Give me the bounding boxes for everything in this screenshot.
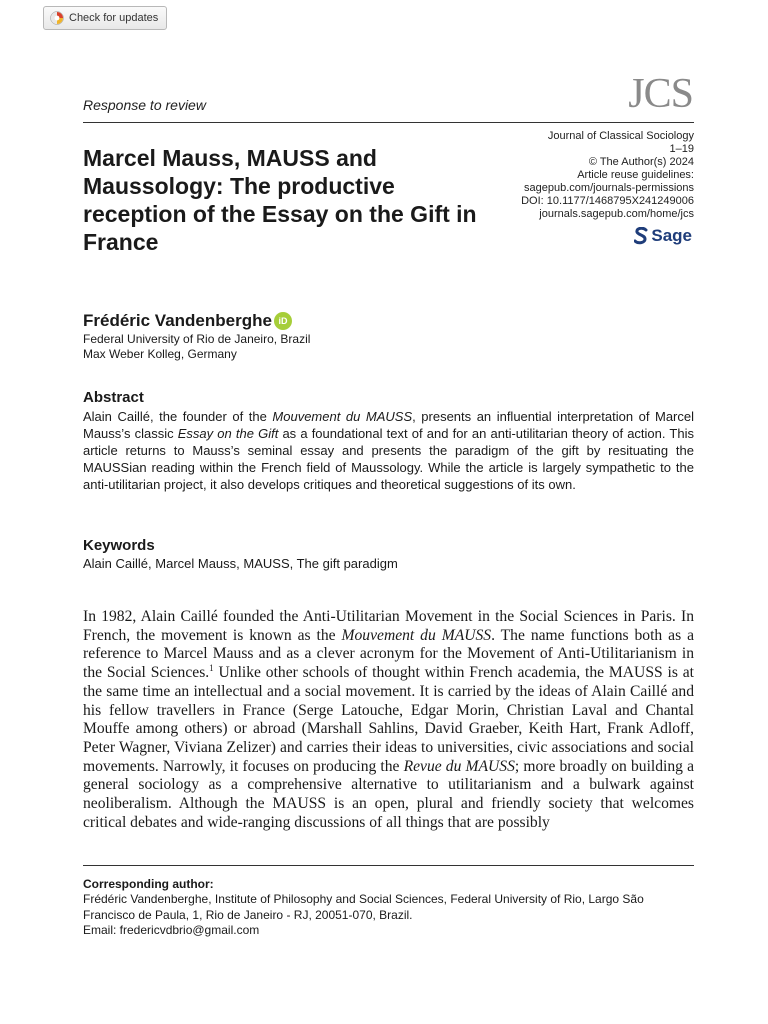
affiliations (83, 332, 310, 362)
article-type: Response to review (83, 97, 206, 113)
corresponding-heading: Corresponding author: (83, 877, 214, 891)
publisher-name: Sage (651, 226, 692, 245)
author-name: Frédéric Vandenberghe (83, 311, 272, 330)
orcid-icon[interactable]: iD (274, 312, 292, 330)
doi[interactable]: DOI: 10.1177/1468795X241249006 (521, 195, 694, 207)
article-metadata (521, 130, 694, 221)
keywords-heading: Keywords (83, 537, 155, 554)
affiliation: Federal University of Rio de Janeiro, Brazil (83, 332, 311, 346)
page-range: 1–19 (669, 143, 694, 155)
corresponding-details (83, 892, 694, 939)
keywords-text: Alain Caillé, Marcel Mauss, MAUSS, The gift paradigm (83, 556, 398, 571)
check-for-updates-button[interactable] (43, 6, 167, 30)
journal-logo: JCS (628, 71, 693, 117)
corresponding-line: Frédéric Vandenberghe, Institute of Philosophy and Social Sciences, Federal University of Rio, Largo São (83, 892, 644, 906)
article-title: Marcel Mauss, MAUSS and Maussology: The productive reception of the Essay on the Gift in France (83, 145, 477, 255)
header-rule (83, 122, 694, 123)
abstract-heading: Abstract (83, 389, 144, 406)
affiliation: Max Weber Kolleg, Germany (83, 347, 237, 361)
publisher-logo (634, 226, 692, 246)
abstract-text: Alain Caillé, the founder of the Mouvement du MAUSS, presents an influential interpretation of Marcel Mauss’s classic Essay on the Gift as a foundational text of and for an anti-utilitarian theory of action. This article returns to Mauss’s seminal essay and presents the paradigm of the gift by resituating the MAUSSian reading within the French field of Maussology. While the article is largely sympathetic to the anti-utilitarian project, it also develops critiques and theoretical suggestions of its own. (83, 409, 695, 492)
update-icon (50, 11, 64, 25)
copyright: © The Author(s) 2024 (588, 156, 694, 168)
footnote-rule (83, 865, 694, 866)
journal-name: Journal of Classical Sociology (547, 130, 694, 142)
footnote-ref[interactable]: 1 (209, 662, 214, 673)
body-paragraph: In 1982, Alain Caillé founded the Anti-Utilitarian Movement in the Social Sciences in Paris. In French, the movement is known as the Mouvement du MAUSS. The name functions both as a reference to Marcel Mauss and as a clever acronym for the Movement of Anti-Utilitarianism in the Social Sciences.$^1$ Unlike other schools of thought within French academia, the MAUSS is at the same time an intellectual and a social movement. It is carried by the ideas of Alain Caillé and his fellow travellers in France (Serge Latouche, Edgar Morin, Christian Laval and Chantal Mouffe among others) or abroad (Marshall Sahlins, David Graeber, Keith Hart, Frank Adloff, Peter Wagner, Viviana Zelizer) and carries their ideas to universities, civic associations and social movements. Narrowly, it focuses on producing the Revue du MAUSS; more broadly on building a general sociology as a comprehensive alternative to utilitarianism and a bulwark against neoliberalism. Although the MAUSS is an open, plural and friendly society that welcomes critical debates and wide-ranging discussions of all things that are possibly (83, 608, 695, 831)
corresponding-line: Francisco de Paula, 1, Rio de Janeiro - RJ, 20051-070, Brazil. (83, 907, 413, 922)
permissions-link[interactable]: sagepub.com/journals-permissions (524, 182, 694, 194)
check-for-updates-label: Check for updates (69, 12, 159, 24)
sage-icon (634, 227, 648, 245)
journal-link[interactable]: journals.sagepub.com/home/jcs (539, 208, 694, 220)
reuse-label: Article reuse guidelines: (577, 169, 694, 181)
corresponding-email[interactable]: Email: fredericvdbrio@gmail.com (83, 923, 260, 937)
author (83, 311, 292, 331)
